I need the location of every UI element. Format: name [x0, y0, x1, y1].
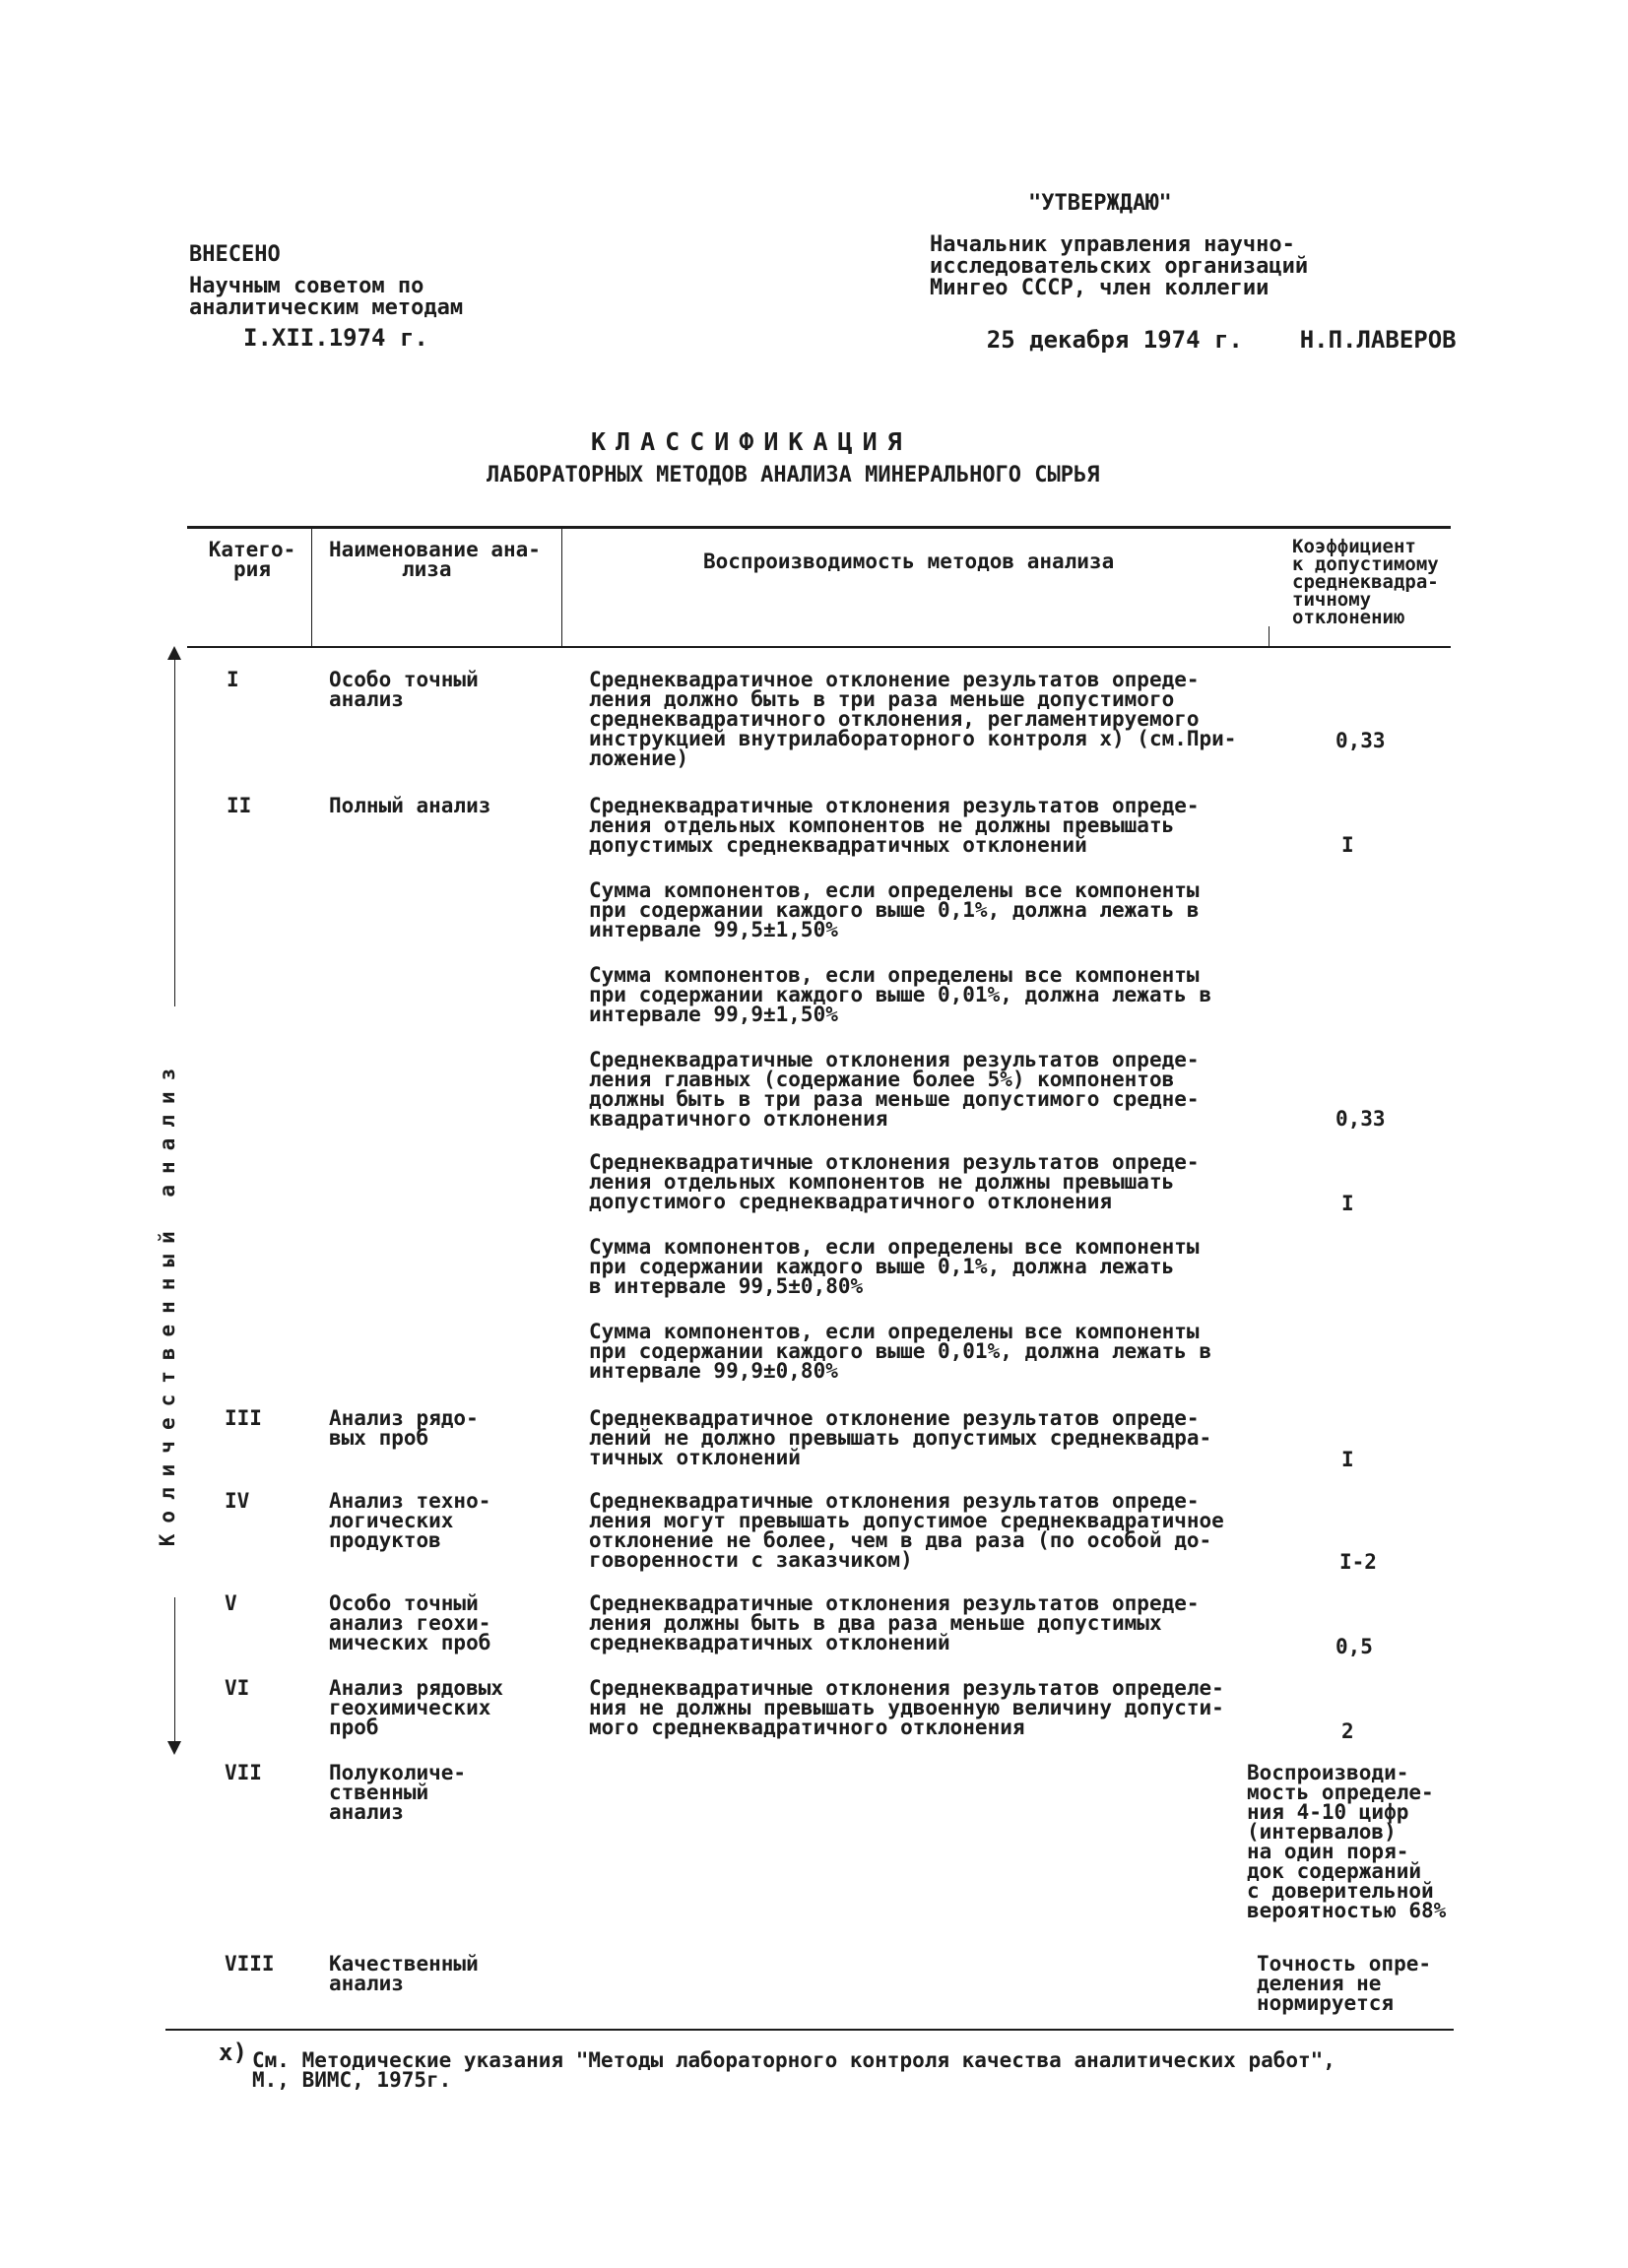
row-8-category: VIII — [225, 1952, 275, 1976]
row-5-name: Особо точный анализ геохи- мических проб — [329, 1591, 491, 1654]
row-7-coef: Воспроизводи- мость определе- ния 4-10 цифр (интервалов) на один поря- док содержаний с доверительной вероятностью 68% — [1247, 1761, 1447, 1922]
row-5-coef: 0,5 — [1335, 1635, 1373, 1658]
row-3-category: III — [225, 1406, 262, 1430]
introduced-by-line-1: Научным советом по — [189, 274, 424, 298]
row-1-name: Особо точный анализ — [329, 668, 479, 711]
header-coefficient: Коэффициент к допустимому среднеквадра- тичному отклонению — [1292, 536, 1439, 628]
row-2-block-1: Среднеквадратичные отклонения результатов опреде- ления отдельных компонентов не должны превышать допустимых среднеквадратичных отклонений — [589, 794, 1200, 857]
row-2-block-3: Сумма компонентов, если определены все компоненты при содержании каждого выше 0,01%, должна лежать в интервале 99,9±1,50% — [589, 963, 1212, 1026]
signatory: Н.П.ЛАВЕРОВ — [1299, 326, 1457, 354]
header-reproducibility: Воспроизводимость методов анализа — [703, 550, 1115, 573]
row-4-category: IV — [225, 1489, 250, 1513]
right-header — [930, 193, 1457, 372]
row-7-category: VII — [225, 1761, 262, 1784]
approver-line-2: исследовательских организаций — [930, 254, 1309, 279]
approve-date: 25 декабря 1974 г. — [986, 326, 1243, 354]
col-divider-3 — [1269, 626, 1270, 648]
table-header-rule — [187, 646, 1451, 648]
approver-line-1: Начальник управления научно- — [930, 232, 1295, 257]
row-2-block-4: Среднеквадратичные отклонения результатов опреде- ления главных (содержание более 5%) компонентов должны быть в три раза меньше допустимого средне- квадратичного отклонения — [589, 1048, 1200, 1131]
row-4-coef: I-2 — [1339, 1550, 1377, 1574]
row-2-category: II — [227, 794, 252, 817]
col-divider-2 — [561, 528, 562, 648]
row-2-block-2: Сумма компонентов, если определены все компоненты при содержании каждого выше 0,1%, должна лежать в интервале 99,5±1,50% — [589, 878, 1200, 941]
table-bottom-rule — [165, 2029, 1454, 2031]
row-2-block-5-coef: I — [1341, 1192, 1354, 1215]
col-divider-1 — [311, 528, 312, 648]
footnote-text: См. Методические указания "Методы лабораторного контроля качества аналитических работ", М., ВИМС, 1975г. — [252, 2048, 1335, 2092]
row-1-coef: 0,33 — [1335, 729, 1386, 752]
row-6-text: Среднеквадратичные отклонения результатов определе- ния не должны превышать удвоенную величину допусти- мого среднеквадратичного отклонения — [589, 1676, 1224, 1739]
side-label: Количественный анализ — [156, 1006, 179, 1597]
header-category: Катего- рия — [208, 538, 296, 581]
row-2-block-4-coef: 0,33 — [1335, 1107, 1386, 1131]
row-2-block-7: Сумма компонентов, если определены все компоненты при содержании каждого выше 0,01%, должна лежать в интервале 99,9±0,80% — [589, 1320, 1212, 1383]
row-2-block-1-coef: I — [1341, 833, 1354, 857]
introduced-date: I.XII.1974 г. — [243, 324, 428, 352]
row-1-category: I — [227, 668, 239, 691]
row-3-text: Среднеквадратичное отклонение результатов опреде- лений не должно превышать допустимых среднеквадра- тичных отклонений — [589, 1406, 1212, 1469]
row-8-coef: Точность опре- деления не нормируется — [1257, 1952, 1432, 2015]
row-8-name: Качественный анализ — [329, 1952, 479, 1995]
arrow-down-icon — [167, 1741, 181, 1755]
approver-line-3: Мингео СССР, член коллегии — [930, 276, 1270, 300]
doc-title: КЛАССИФИКАЦИЯ — [591, 427, 912, 456]
row-1-text: Среднеквадратичное отклонение результатов опреде- ления должно быть в три раза меньше допустимого среднеквадратичного отклонения, регламентируемого инструкцией внутрилабораторного контроля x) (см.При- ложение) — [589, 668, 1237, 770]
row-6-coef: 2 — [1341, 1719, 1354, 1743]
left-header — [189, 242, 464, 352]
row-6-category: VI — [225, 1676, 250, 1700]
doc-subtitle: ЛАБОРАТОРНЫХ МЕТОДОВ АНАЛИЗА МИНЕРАЛЬНОГО СЫРЬЯ — [487, 463, 1100, 487]
row-2-block-6: Сумма компонентов, если определены все компоненты при содержании каждого выше 0,1%, должна лежать в интервале 99,5±0,80% — [589, 1235, 1200, 1298]
approve-label: "УТВЕРЖДАЮ" — [1028, 191, 1172, 216]
row-5-category: V — [225, 1591, 237, 1615]
arrow-up-icon — [167, 646, 181, 660]
row-5-text: Среднеквадратичные отклонения результатов опреде- ления должны быть в два раза меньше допустимых среднеквадратичных отклонений — [589, 1591, 1200, 1654]
row-4-name: Анализ техно- логических продуктов — [329, 1489, 491, 1552]
row-7-name: Полуколиче- ственный анализ — [329, 1761, 467, 1824]
row-3-name: Анализ рядо- вых проб — [329, 1406, 479, 1450]
introduced-by-line-2: аналитическим методам — [189, 295, 464, 320]
footnote-marker: x) — [219, 2039, 247, 2066]
header-name: Наименование ана- лиза — [329, 538, 541, 581]
row-4-text: Среднеквадратичные отклонения результатов опреде- ления могут превышать допустимое среднеквадратичное отклонение не более, чем в два раза (по особой до- говоренности с заказчиком) — [589, 1489, 1224, 1572]
table-top-rule — [187, 526, 1451, 529]
introduced-label: ВНЕСЕНО — [189, 242, 281, 267]
row-6-name: Анализ рядовых геохимических проб — [329, 1676, 504, 1739]
row-3-coef: I — [1341, 1448, 1354, 1471]
row-2-name: Полный анализ — [329, 794, 491, 817]
row-2-block-5: Среднеквадратичные отклонения результатов опреде- ления отдельных компонентов не должны превышать допустимого среднеквадратичного отклонения — [589, 1150, 1200, 1213]
